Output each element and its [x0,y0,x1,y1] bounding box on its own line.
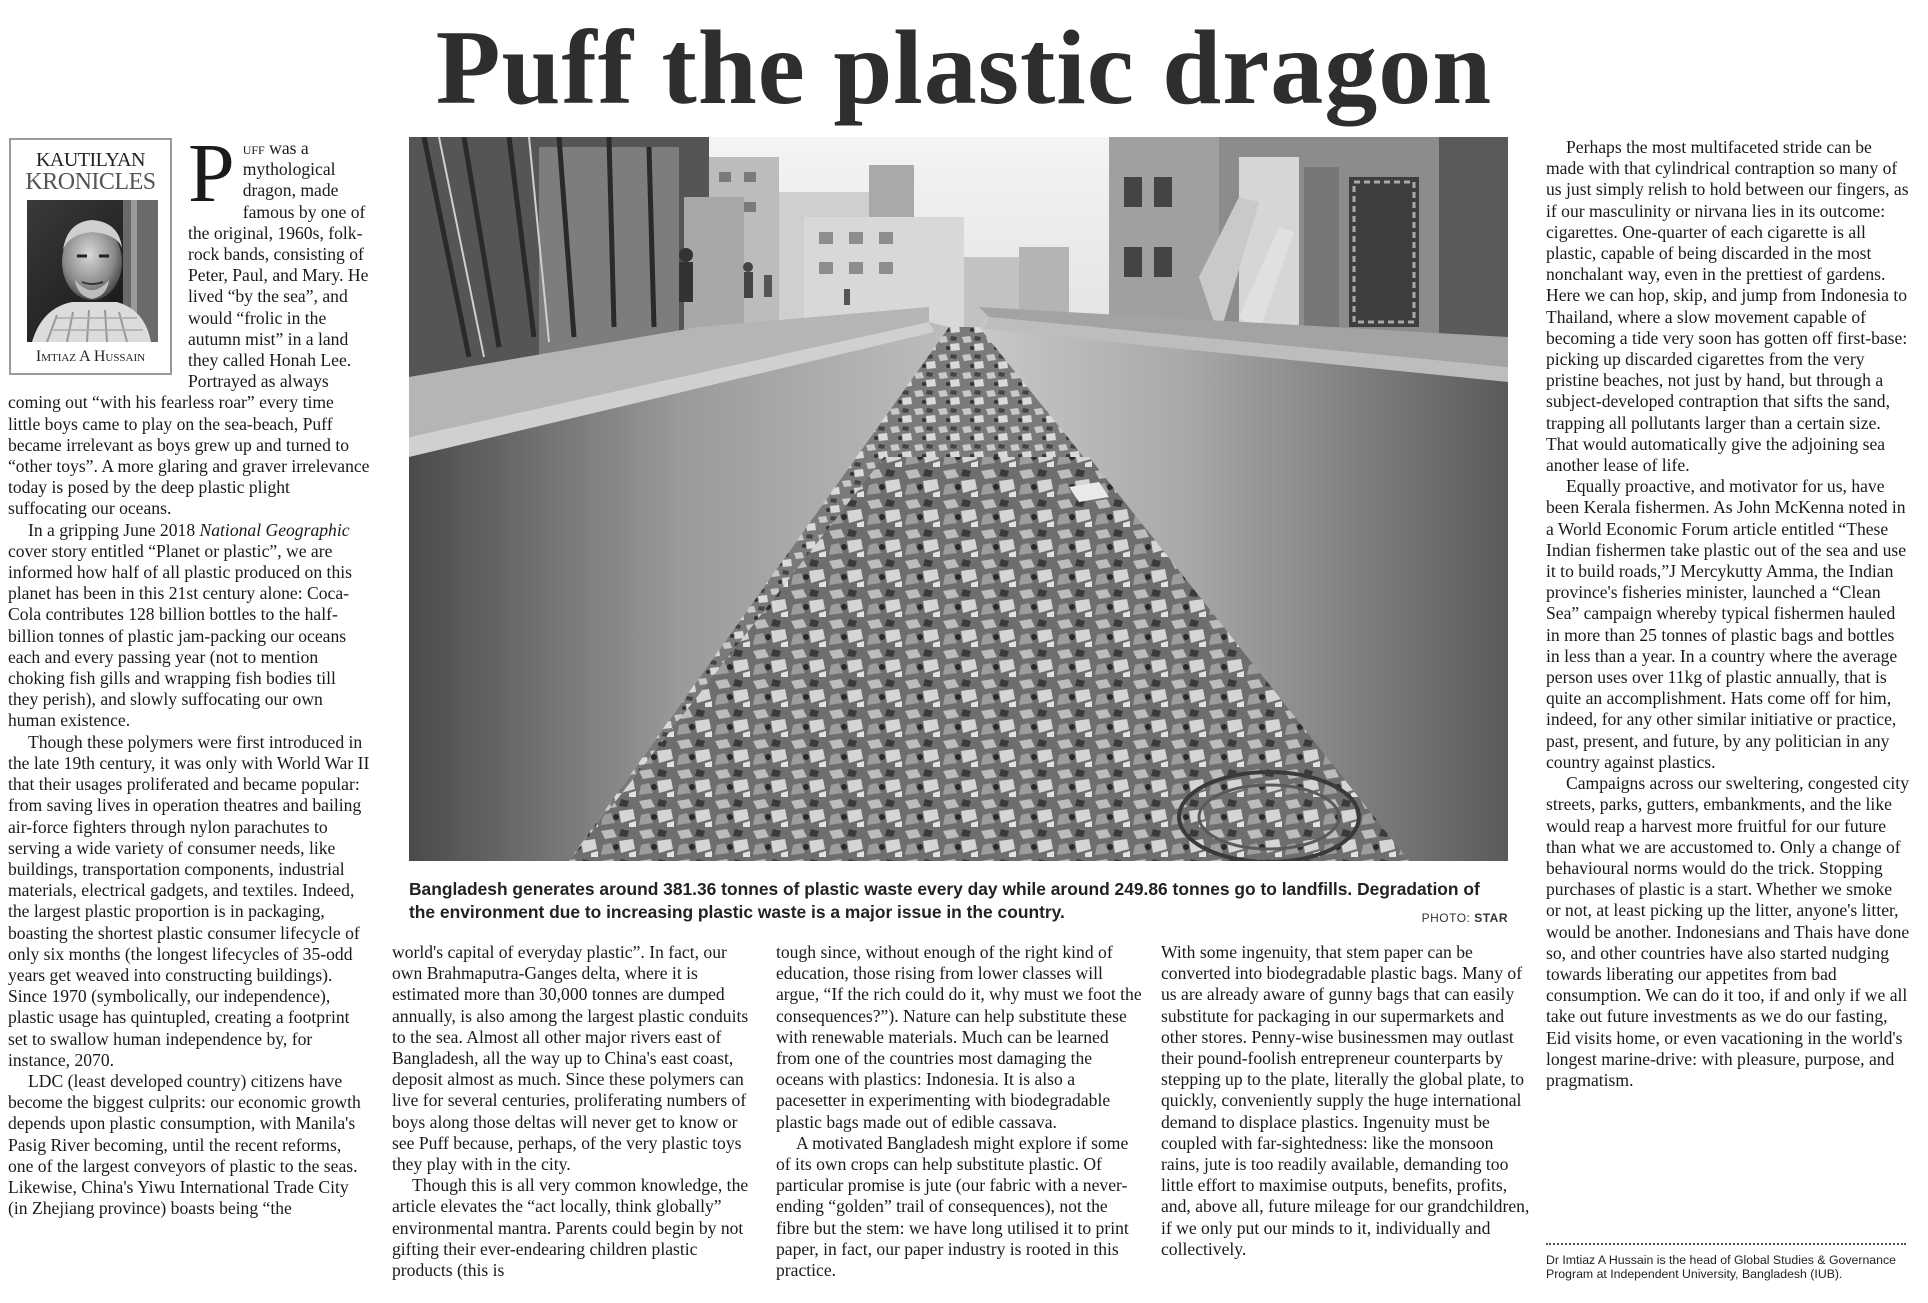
article-paragraph: Campaigns across our sweltering, congested city streets, parks, gutters, embankments, and the like would reap a harvest more fruitful for our future than what we are accustomed to. Only a change of behavioural norms would do the trick. Stopping purchases of plastic is a start. Whether we smoke or not, at least picking up the litter, anyone's litter, would be another. Indonesians and Thais have done so, and other countries have also started nudging towards liberating our appetites from bad consumption. We can do it too, if and only if we all take out future investments as we do our fasting, Eid visits home, or even vacationing in the world's longest marine-drive: with pleasure, purpose, and pragmatism. [1546,773,1910,1090]
photo-caption: Bangladesh generates around 381.36 tonnes of plastic waste every day while around 249.86 tonnes go to landfills. Degradation of the environment due to increasing plastic waste is a major issue in the country. [409,879,1480,922]
column-series-title: KAUTILYAN [35,149,146,171]
article-paragraph: Though these polymers were first introduced in the late 19th century, it was only with World War II that their usages proliferated and became popular: from saving lives in operation theatres and bailing air-force fighters through nylon parachutes to serving a wide variety of consumer needs, like buildings, transportation components, industrial materials, electrical gadgets, and textiles. Indeed, the largest plastic proportion is in packaging, boasting the shortest plastic consumer lifecycle of only six months (the longest lifecycles of 35-odd years get weaved into constructing buildings). Since 1970 (symbolically, our independence), plastic usage has quintupled, creating a footprint set to swallow human independence by, for instance, 2070. [8,731,370,1070]
article-paragraph: Perhaps the most multifaceted stride can be made with that cylindrical contraption so many of us just simply relish to hold between our fingers, as if our masculinity or nirvana lies in its outcome: cigarettes. One-quarter of each cigarette is all plastic, capable of being discarded in the most nonchalant way, even in the prettiest of gardens. Here we can hop, skip, and jump from Indonesia to Thailand, where a slow movement capable of becoming a tide very soon has gotten off first-base: picking up discarded cigarettes from the very pristine beaches, not just by hand, but through a subject-developed contraption that sifts the sand, trapping all pollutants larger than a certain size. That would automatically give the adjoining sea another lease of life. [1546,137,1909,476]
photo-credit [1300,911,1508,925]
article-paragraph: LDC (least developed country) citizens have become the biggest culprits: our economic growth depends upon plastic consumption, with Manila's Pasig River becoming, until the recent reforms, one of the largest conveyors of plastic to the seas. Likewise, China's Yiwu International Trade City (in Zhejiang province) boasts being “the [8,1070,361,1219]
paragraph-text: In a gripping June 2018 [28,519,200,540]
lead-text: was a mythological dragon, made famous by one of the original, 1960s, folk-rock bands, consisting of Peter, Paul, and Mary. He lived “by the sea”, and would “frolic in the autumn mist” in a land they called Honah Lee. Portrayed as always coming out “with his fearless roar” every time little boys came to play on the sea-beach, Puff became irrelevant as boys grew up and turned to “other toys”. A more glaring and graver irrelevance today is posed by the deep plastic plight suffocating our oceans. [8,138,370,519]
article-paragraph: Equally proactive, and motivator for us, have been Kerala fishermen. As John McKenna noted in a World Economic Forum article entitled “These Indian fishermen take plastic out of the sea and use it to build roads,”J Mercykutty Amma, the Indian province's fisheries minister, launched a “Clean Sea” campaign whereby typical fishermen hauled in more than 25 tonnes of plastic bags and bottles in less than a year. In a country where the average person uses over 11kg of plastic annually, that is quite an accomplishment. Hats come off for him, indeed, for any other similar initiative or practice, past, present, and future, by any politician in any country against plastics. [1546,476,1907,772]
article-photo [409,137,1508,861]
photo-credit-source: STAR [1474,911,1508,925]
columnist-box-spacer [8,138,188,378]
article-paragraph: Though this is all very common knowledge, the article elevates the “act locally, think globally” environmental mantra. Parents could begin by not gifting their ever-endearing children plastic products (this is [392,1175,749,1281]
article-paragraph: world's capital of everyday plastic”. In fact, our own Brahmaputra-Ganges delta, where it is estimated more than 30,000 tonnes are dumped annually, is also among the largest plastic conduits to the sea. Almost all other major rivers east of Bangladesh, all the way up to China's east coast, deposit almost as much. Since these polymers can live for several centuries, proliferating numbers of boys along those deltas will never get to know or see Puff because, perhaps, of the very plastic toys they play with in the city. [392,942,749,1175]
paragraph-text: cover story entitled “Planet or plastic”, we are informed how half of all plastic produced on this planet has been in this 21st century alone: Coca-Cola contributes 128 billion bottles to the half-billion tonnes of plastic jam-packing our oceans each and every passing year (not to mention choking fish gills and wrapping fish bodies till they perish), and slowly suffocating our own human existence. [8,540,352,731]
photo-credit-label: PHOTO: [1421,911,1475,925]
article-column-5 [1546,137,1911,1091]
author-bio: Dr Imtiaz A Hussain is the head of Global Studies & Governance Program at Independent University, Bangladesh (IUB). [1546,1253,1896,1281]
article-paragraph: tough since, without enough of the right kind of education, those rising from lower classes will argue, “If the rich could do it, why must we foot the consequences?”). Nature can help substitute these with renewable materials. Much can be learned from one of the countries most damaging the oceans with plastics: Indonesia. It is also a pacesetter in experimenting with biodegradable plastic bags made out of edible cassava. [776,942,1142,1132]
article-paragraph [8,520,370,732]
article-column-2 [392,942,760,1281]
article-column-3 [776,942,1144,1281]
publication-name: National Geographic [199,519,350,540]
column-series-subtitle: KRONICLES [25,169,156,195]
article-column-1 [8,127,370,1219]
divider [1546,1243,1906,1245]
author-name: Imtiaz A Hussain [35,348,146,365]
headline: Puff the plastic dragon [435,9,1493,126]
lead-smallcaps: uff [242,138,265,158]
drop-cap: P [188,127,235,220]
article-column-4 [1161,942,1531,1260]
article-paragraph: A motivated Bangladesh might explore if some of its own crops can help substitute plastic. Of particular promise is jute (our fabric with a never-ending “golden” trail of consequences), not the fibre but the stem: we have long utilised it to print paper, in fact, our paper industry is rooted in this practice. [776,1132,1129,1281]
article-paragraph: With some ingenuity, that stem paper can be converted into biodegradable plastic bags. Many of us are already aware of gunny bags that can easily substitute for packaging in our supermarkets and other stores. Penny-wise businessmen may outlast their pound-foolish entrepreneur counterparts by stepping up to the plate, literally the global plate, to quickly, conveniently supply the huge international demand to displace plastics. Ingenuity must be coupled with far-sightedness: like the monsoon rains, jute is too readily available, demanding too little effort to maximise outputs, benefits, profits, and, above all, future mileage for our grandchildren, if we only put our minds to it, individually and collectively. [1161,942,1530,1259]
